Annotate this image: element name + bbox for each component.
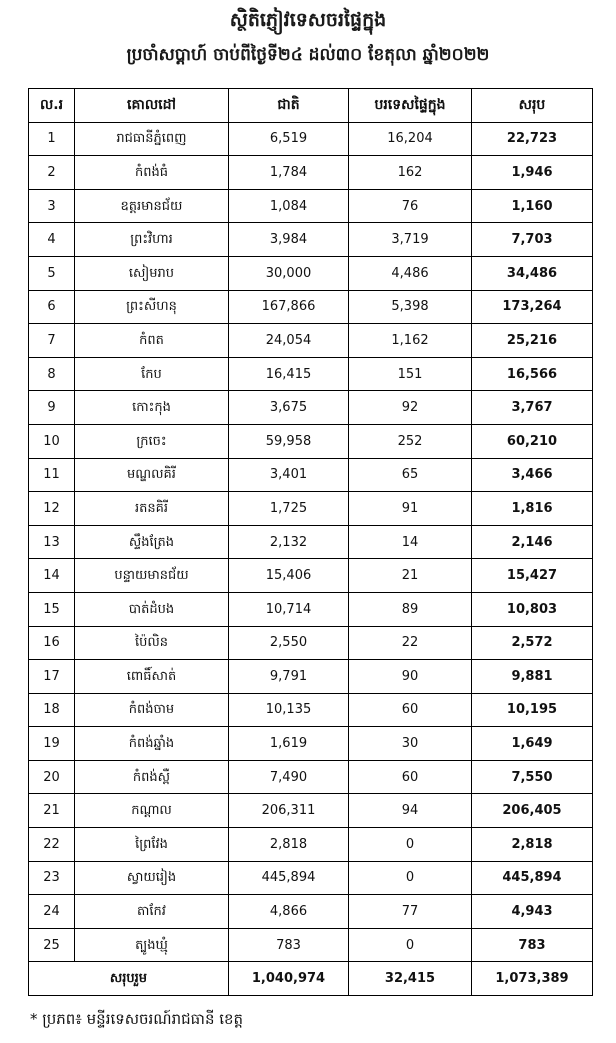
- destination-cell: ស្ទឹងត្រែង: [75, 525, 229, 559]
- table-row: [29, 592, 593, 626]
- national-visitors-cell: 206,311: [229, 794, 349, 828]
- table-row: [29, 424, 593, 458]
- table-row: [29, 828, 593, 862]
- destination-cell: បាត់ដំបង: [75, 592, 229, 626]
- foreign-visitors-cell: 252: [349, 424, 472, 458]
- row-number: 23: [29, 861, 75, 895]
- grand-total-foreign: 32,415: [349, 962, 472, 996]
- total-visitors-cell: 60,210: [472, 424, 593, 458]
- grand-total-overall: 1,073,389: [472, 962, 593, 996]
- total-visitors-cell: 2,818: [472, 828, 593, 862]
- table-row: [29, 391, 593, 425]
- foreign-visitors-cell: 65: [349, 458, 472, 492]
- row-number: 14: [29, 559, 75, 593]
- national-visitors-cell: 3,401: [229, 458, 349, 492]
- row-number: 1: [29, 122, 75, 156]
- national-visitors-cell: 1,084: [229, 189, 349, 223]
- destination-cell: ព្រៃវែង: [75, 828, 229, 862]
- foreign-visitors-cell: 22: [349, 626, 472, 660]
- column-header-foreign: បរទេសផ្ទៃក្នុង: [349, 89, 472, 123]
- national-visitors-cell: 783: [229, 928, 349, 962]
- foreign-visitors-cell: 77: [349, 895, 472, 929]
- table-row: [29, 458, 593, 492]
- national-visitors-cell: 4,866: [229, 895, 349, 929]
- national-visitors-cell: 1,619: [229, 727, 349, 761]
- total-visitors-cell: 15,427: [472, 559, 593, 593]
- national-visitors-cell: 24,054: [229, 324, 349, 358]
- grand-total-label: សរុបរួម: [29, 962, 229, 996]
- destination-cell: ព្រះសីហនុ: [75, 290, 229, 324]
- national-visitors-cell: 3,675: [229, 391, 349, 425]
- table-row: [29, 189, 593, 223]
- foreign-visitors-cell: 0: [349, 828, 472, 862]
- total-visitors-cell: 1,946: [472, 156, 593, 190]
- destination-cell: កំពង់ស្ពឺ: [75, 760, 229, 794]
- row-number: 3: [29, 189, 75, 223]
- total-visitors-cell: 25,216: [472, 324, 593, 358]
- foreign-visitors-cell: 162: [349, 156, 472, 190]
- table-row: [29, 626, 593, 660]
- destination-cell: ស្វាយរៀង: [75, 861, 229, 895]
- table-row: [29, 895, 593, 929]
- table-body: [29, 122, 593, 962]
- foreign-visitors-cell: 92: [349, 391, 472, 425]
- destination-cell: ឧត្តរមានជ័យ: [75, 189, 229, 223]
- table-row: [29, 324, 593, 358]
- total-visitors-cell: 445,894: [472, 861, 593, 895]
- destination-cell: រតនគិរី: [75, 492, 229, 526]
- row-number: 11: [29, 458, 75, 492]
- foreign-visitors-cell: 3,719: [349, 223, 472, 257]
- total-visitors-cell: 206,405: [472, 794, 593, 828]
- national-visitors-cell: 6,519: [229, 122, 349, 156]
- total-visitors-cell: 34,486: [472, 256, 593, 290]
- column-header-destination: គោលដៅ: [75, 89, 229, 123]
- table-row: [29, 928, 593, 962]
- destination-cell: ប៉ៃលិន: [75, 626, 229, 660]
- destination-cell: កណ្តាល: [75, 794, 229, 828]
- tourist-statistics-table: [28, 88, 593, 996]
- foreign-visitors-cell: 0: [349, 861, 472, 895]
- national-visitors-cell: 167,866: [229, 290, 349, 324]
- table-row: [29, 492, 593, 526]
- total-visitors-cell: 10,195: [472, 693, 593, 727]
- destination-cell: កំពង់ឆ្នាំង: [75, 727, 229, 761]
- table-row: [29, 256, 593, 290]
- foreign-visitors-cell: 5,398: [349, 290, 472, 324]
- destination-cell: ក្រចេះ: [75, 424, 229, 458]
- national-visitors-cell: 10,135: [229, 693, 349, 727]
- table-row: [29, 156, 593, 190]
- foreign-visitors-cell: 14: [349, 525, 472, 559]
- total-visitors-cell: 1,160: [472, 189, 593, 223]
- row-number: 21: [29, 794, 75, 828]
- row-number: 12: [29, 492, 75, 526]
- table-row: [29, 861, 593, 895]
- total-visitors-cell: 1,816: [472, 492, 593, 526]
- page-subtitle: ប្រចាំសប្តាហ៍ ចាប់ពីថ្ងៃទី២៤ ដល់៣០ ខែតុលា ឆ្នាំ២០២២: [126, 45, 490, 65]
- table-row: [29, 290, 593, 324]
- grand-total-national: 1,040,974: [229, 962, 349, 996]
- table-row: [29, 525, 593, 559]
- row-number: 9: [29, 391, 75, 425]
- table-row: [29, 559, 593, 593]
- row-number: 25: [29, 928, 75, 962]
- national-visitors-cell: 2,132: [229, 525, 349, 559]
- row-number: 16: [29, 626, 75, 660]
- national-visitors-cell: 1,725: [229, 492, 349, 526]
- national-visitors-cell: 7,490: [229, 760, 349, 794]
- row-number: 10: [29, 424, 75, 458]
- table-row: [29, 727, 593, 761]
- destination-cell: តាកែវ: [75, 895, 229, 929]
- row-number: 20: [29, 760, 75, 794]
- foreign-visitors-cell: 60: [349, 760, 472, 794]
- row-number: 4: [29, 223, 75, 257]
- total-visitors-cell: 783: [472, 928, 593, 962]
- destination-cell: កំពង់ចាម: [75, 693, 229, 727]
- foreign-visitors-cell: 4,486: [349, 256, 472, 290]
- destination-cell: បន្ទាយមានជ័យ: [75, 559, 229, 593]
- row-number: 22: [29, 828, 75, 862]
- row-number: 19: [29, 727, 75, 761]
- national-visitors-cell: 445,894: [229, 861, 349, 895]
- total-visitors-cell: 16,566: [472, 357, 593, 391]
- foreign-visitors-cell: 21: [349, 559, 472, 593]
- foreign-visitors-cell: 16,204: [349, 122, 472, 156]
- column-header-national: ជាតិ: [229, 89, 349, 123]
- destination-cell: សៀមរាប: [75, 256, 229, 290]
- national-visitors-cell: 2,550: [229, 626, 349, 660]
- foreign-visitors-cell: 0: [349, 928, 472, 962]
- foreign-visitors-cell: 1,162: [349, 324, 472, 358]
- row-number: 7: [29, 324, 75, 358]
- destination-cell: កំពង់ធំ: [75, 156, 229, 190]
- total-visitors-cell: 2,146: [472, 525, 593, 559]
- row-number: 8: [29, 357, 75, 391]
- foreign-visitors-cell: 94: [349, 794, 472, 828]
- row-number: 15: [29, 592, 75, 626]
- national-visitors-cell: 1,784: [229, 156, 349, 190]
- table-row: [29, 660, 593, 694]
- national-visitors-cell: 16,415: [229, 357, 349, 391]
- destination-cell: កែប: [75, 357, 229, 391]
- destination-cell: រាជធានីភ្នំពេញ: [75, 122, 229, 156]
- row-number: 17: [29, 660, 75, 694]
- destination-cell: ពោធិ៍សាត់: [75, 660, 229, 694]
- total-visitors-cell: 22,723: [472, 122, 593, 156]
- national-visitors-cell: 9,791: [229, 660, 349, 694]
- total-visitors-cell: 3,466: [472, 458, 593, 492]
- national-visitors-cell: 30,000: [229, 256, 349, 290]
- total-visitors-cell: 7,703: [472, 223, 593, 257]
- destination-cell: ព្រះវិហារ: [75, 223, 229, 257]
- foreign-visitors-cell: 76: [349, 189, 472, 223]
- foreign-visitors-cell: 91: [349, 492, 472, 526]
- foreign-visitors-cell: 60: [349, 693, 472, 727]
- total-visitors-cell: 9,881: [472, 660, 593, 694]
- grand-total-row: [29, 962, 593, 996]
- total-visitors-cell: 1,649: [472, 727, 593, 761]
- total-visitors-cell: 4,943: [472, 895, 593, 929]
- row-number: 2: [29, 156, 75, 190]
- total-visitors-cell: 173,264: [472, 290, 593, 324]
- row-number: 18: [29, 693, 75, 727]
- total-visitors-cell: 3,767: [472, 391, 593, 425]
- row-number: 6: [29, 290, 75, 324]
- national-visitors-cell: 15,406: [229, 559, 349, 593]
- table-header-row: [29, 89, 593, 123]
- destination-cell: កំពត: [75, 324, 229, 358]
- table-row: [29, 760, 593, 794]
- national-visitors-cell: 10,714: [229, 592, 349, 626]
- total-visitors-cell: 10,803: [472, 592, 593, 626]
- destination-cell: កោះកុង: [75, 391, 229, 425]
- source-footnote: * ប្រភព៖ មន្ទីរទេសចរណ៍រាជធានី ខេត្ត: [30, 1010, 244, 1028]
- page-title: ស្ថិតិភ្ញៀវទេសចរផ្ទៃក្នុង: [229, 9, 387, 31]
- total-visitors-cell: 7,550: [472, 760, 593, 794]
- column-header-no: ល.រ: [29, 89, 75, 123]
- column-header-total: សរុប: [472, 89, 593, 123]
- national-visitors-cell: 59,958: [229, 424, 349, 458]
- table-row: [29, 122, 593, 156]
- foreign-visitors-cell: 30: [349, 727, 472, 761]
- table-row: [29, 223, 593, 257]
- foreign-visitors-cell: 90: [349, 660, 472, 694]
- total-visitors-cell: 2,572: [472, 626, 593, 660]
- national-visitors-cell: 2,818: [229, 828, 349, 862]
- destination-cell: ត្បូងឃ្មុំ: [75, 928, 229, 962]
- row-number: 24: [29, 895, 75, 929]
- foreign-visitors-cell: 89: [349, 592, 472, 626]
- national-visitors-cell: 3,984: [229, 223, 349, 257]
- row-number: 5: [29, 256, 75, 290]
- row-number: 13: [29, 525, 75, 559]
- table-row: [29, 693, 593, 727]
- foreign-visitors-cell: 151: [349, 357, 472, 391]
- table-row: [29, 794, 593, 828]
- destination-cell: មណ្ឌលគិរី: [75, 458, 229, 492]
- table-row: [29, 357, 593, 391]
